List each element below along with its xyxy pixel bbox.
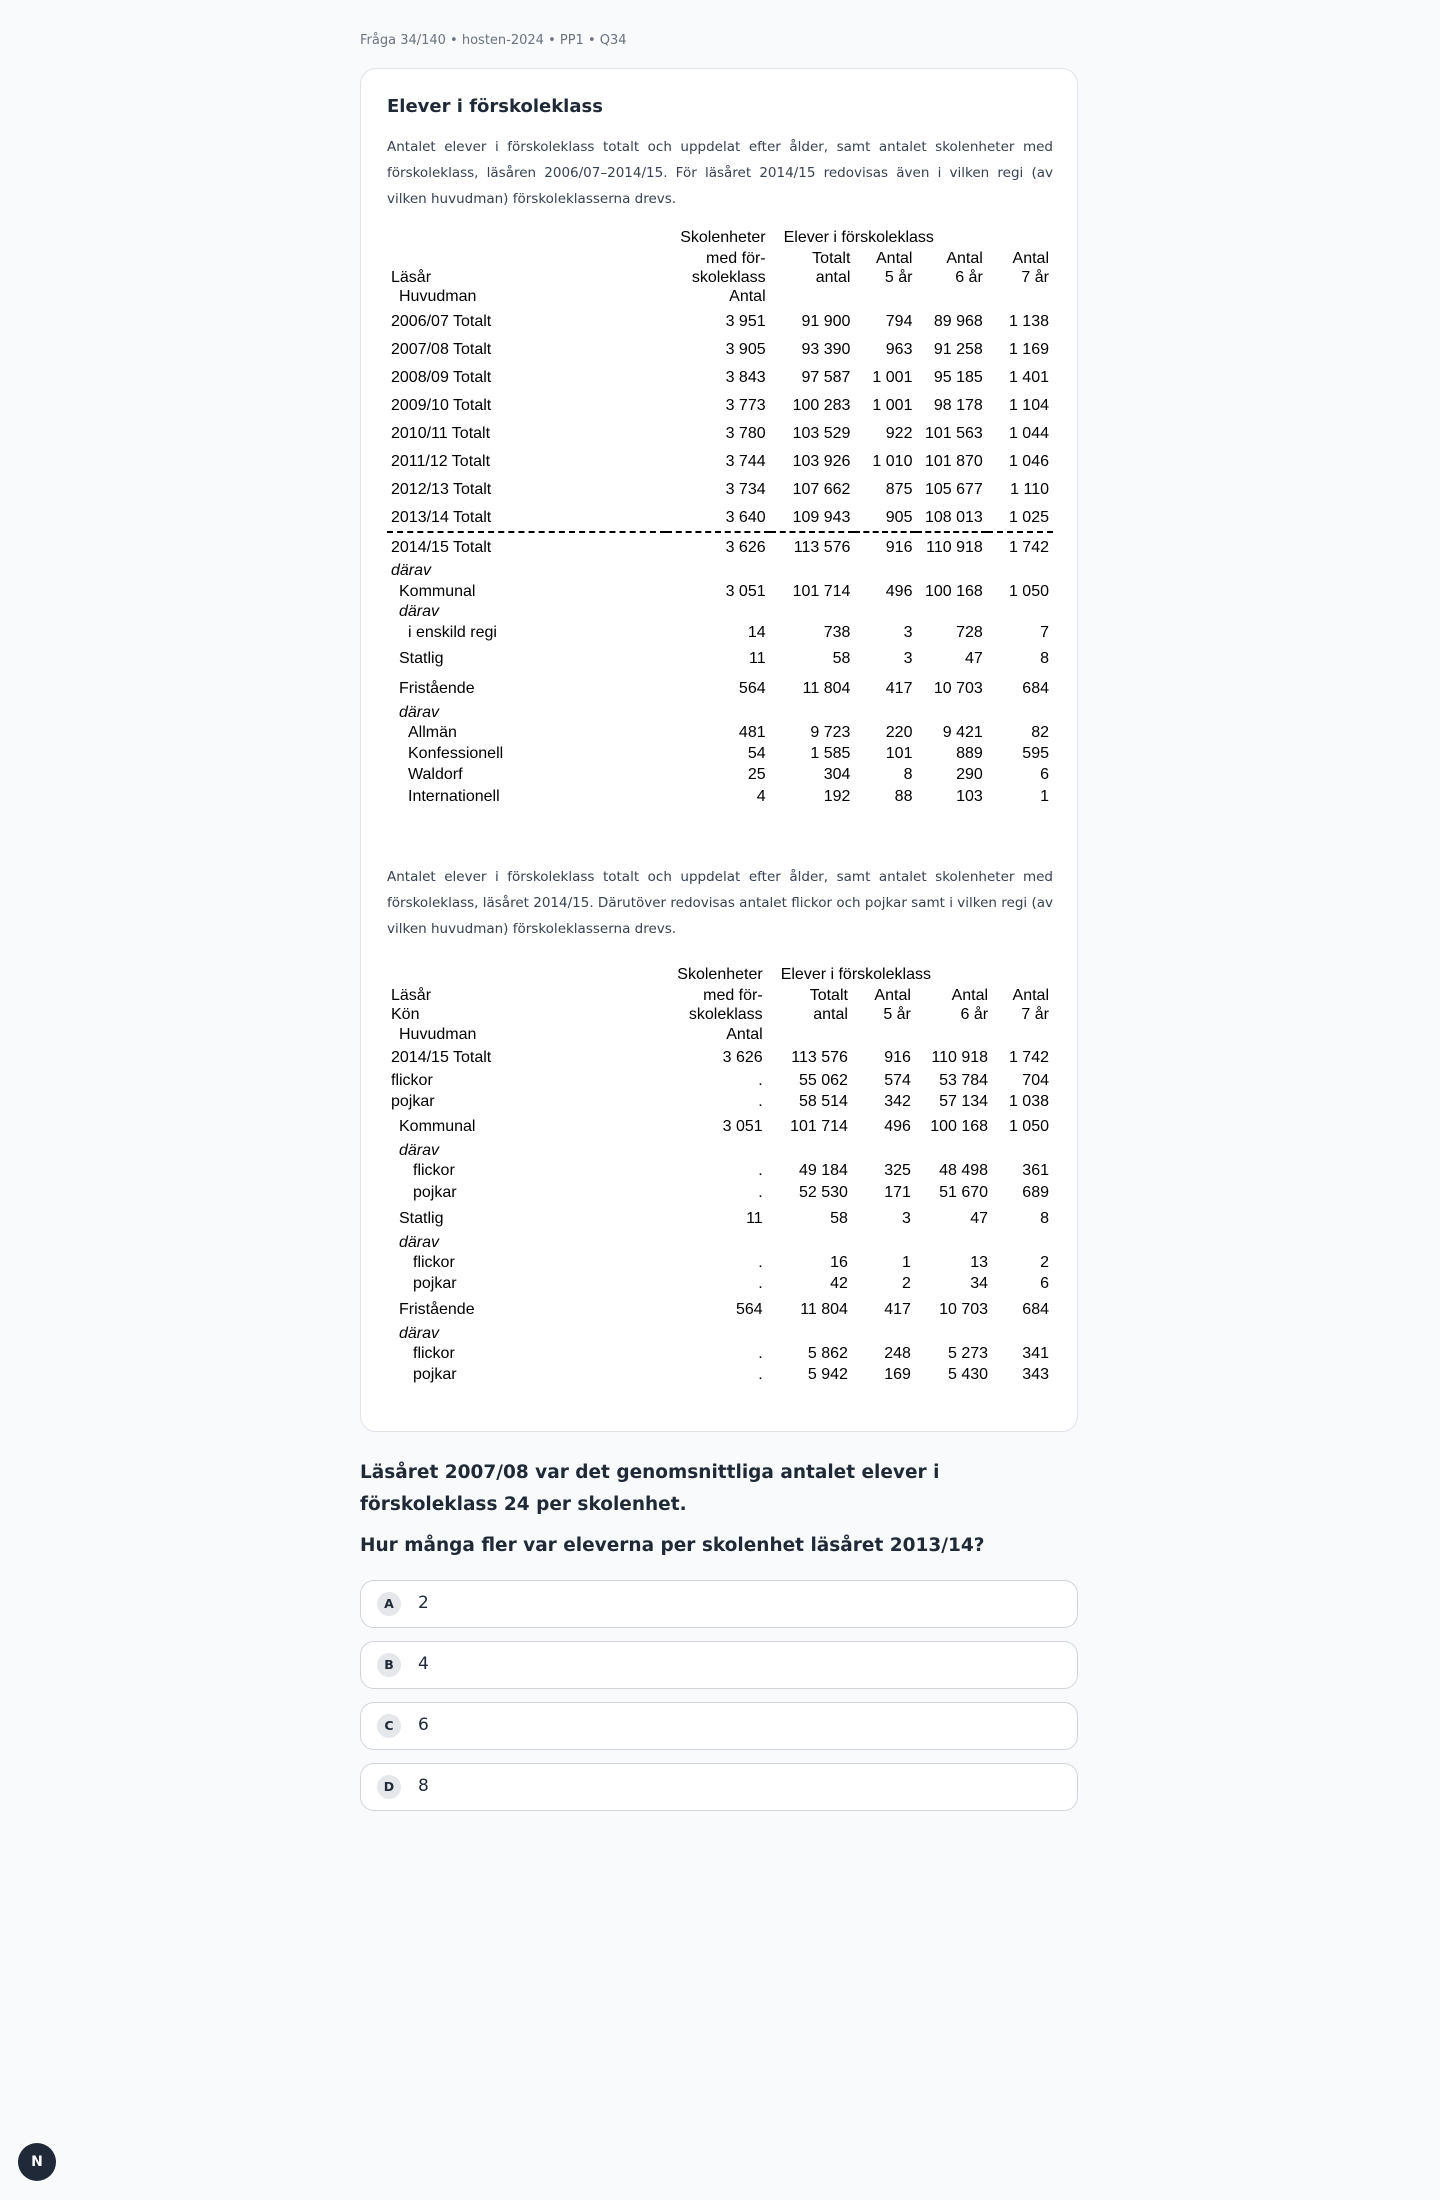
option-b[interactable]: [360, 1641, 1078, 1689]
card-title: Elever i förskoleklass: [387, 96, 603, 117]
table-row: pojkar . 5 942 169 5 430 343: [413, 1366, 1049, 1383]
option-letter-badge: C: [377, 1714, 401, 1738]
option-letter-badge: A: [377, 1592, 401, 1616]
t1-h-6-1: Antal: [946, 249, 983, 267]
table-row: Konfessionell 54 1 585 101 889 595: [408, 744, 1049, 762]
t2-h-huvudman: Huvudman: [399, 1025, 477, 1043]
question-prompt: Hur många fler var eleverna per skolenhet läsåret 2013/14?: [360, 1535, 985, 1556]
table-row: flickor . 55 062 574 53 784 704: [391, 1072, 1049, 1089]
t2-h-skol-3: skoleklass: [688, 1005, 763, 1023]
t2-h-5-2: 5 år: [883, 1005, 911, 1023]
table-row: Kommunal 3 051 101 714 496 100 168 1 050: [399, 582, 1049, 600]
t2-h-skol-2: med för-: [703, 986, 763, 1004]
table-row: Kommunal 3 051 101 714 496 100 168 1 050: [399, 1118, 1049, 1135]
table-row: därav: [391, 562, 432, 579]
table-row: 2006/07 Totalt 3 951 91 900 794 89 968 1 138: [391, 312, 1049, 330]
intro-text-1: Antalet elever i förskoleklass totalt och uppdelat efter ålder, samt antalet skolenheter med förskoleklass, läsåren 2006/07–2014/15. För läsåret 2014/15 redovisas även i vilken regi (av vilken huvudman) förskoleklasserna drevs.: [387, 139, 1053, 207]
t2-h-7-1: Antal: [1012, 986, 1049, 1004]
table-row: därav: [399, 704, 440, 721]
table-row: Waldorf 25 304 8 290 6: [408, 765, 1049, 783]
table-row: pojkar . 52 530 171 51 670 689: [413, 1184, 1049, 1201]
table-row: Internationell 4 192 88 103 1: [408, 787, 1049, 805]
table-row: därav: [399, 1234, 440, 1251]
table-row: Fristående 564 11 804 417 10 703 684: [399, 680, 1049, 697]
t2-h-6-2: 6 år: [960, 1005, 989, 1023]
t1-h-6-2: 6 år: [955, 268, 983, 286]
table-row: därav: [399, 1141, 440, 1159]
table-row: 2014/15 Totalt 3 626 113 576 916 110 918 1 742: [391, 538, 1049, 556]
table-row: 2013/14 Totalt 3 640 109 943 905 108 013 1 025: [387, 504, 1053, 532]
table-row: i enskild regi 14 738 3 728 7: [408, 623, 1049, 641]
t1-h-skol-2: med för-: [706, 249, 766, 267]
table-row: 2009/10 Totalt 3 773 100 283 1 001 98 178 1 104: [391, 397, 1049, 414]
stimulus-card: [360, 68, 1078, 1432]
table-row: därav: [399, 1325, 440, 1342]
table-row: 2011/12 Totalt 3 744 103 926 1 010 101 870 1 046: [391, 453, 1049, 470]
option-a[interactable]: [360, 1580, 1078, 1628]
table-1: [387, 227, 1053, 808]
t1-h-tot-2: antal: [815, 268, 851, 286]
t2-h-6-1: Antal: [951, 986, 989, 1004]
t2-h-tot-2: antal: [813, 1005, 848, 1023]
t1-h-skol-3: skoleklass: [691, 268, 766, 286]
t2-h-skol-1: Skolenheter: [677, 966, 763, 983]
table-row: 2007/08 Totalt 3 905 93 390 963 91 258 1 169: [391, 341, 1049, 358]
table-row: 2014/15 Totalt 3 626 113 576 916 110 918 1 742: [391, 1049, 1049, 1066]
table-row: Statlig 11 58 3 47 8: [399, 650, 1049, 667]
intro-text-2: Antalet elever i förskoleklass totalt och uppdelat efter ålder, samt antalet skolenheter med förskoleklass, läsåret 2014/15. Därutöver redovisas antalet flickor och pojkar samt i vilken regi (av vilken huvudman) förskoleklasserna drevs.: [387, 869, 1053, 937]
table-row: 2010/11 Totalt 3 780 103 529 922 101 563 1 044: [391, 425, 1049, 442]
t2-h-elever: Elever i förskoleklass: [780, 966, 931, 983]
t1-h-skol-1: Skolenheter: [680, 229, 766, 246]
t2-h-kon: Kön: [391, 1005, 420, 1023]
t1-h-tot-1: Totalt: [812, 249, 851, 267]
option-letter-badge: D: [377, 1775, 401, 1799]
table-row: Fristående 564 11 804 417 10 703 684: [399, 1301, 1049, 1318]
question-meta: Fråga 34/140 • hosten-2024 • PP1 • Q34: [360, 33, 627, 48]
table-row: Statlig 11 58 3 47 8: [399, 1210, 1049, 1227]
table-row: pojkar . 42 2 34 6: [413, 1275, 1049, 1292]
table-row: flickor . 5 862 248 5 273 341: [413, 1344, 1049, 1362]
table-row: 2012/13 Totalt 3 734 107 662 875 105 677 1 110: [391, 481, 1049, 498]
t2-h-tot-1: Totalt: [809, 986, 848, 1004]
option-value: 6: [418, 1715, 429, 1735]
table-2: [387, 964, 1053, 1386]
option-value: 4: [418, 1654, 429, 1674]
table-row: Allmän 481 9 723 220 9 421 82: [408, 723, 1049, 741]
table-row: 2008/09 Totalt 3 843 97 587 1 001 95 185 1 401: [391, 369, 1049, 386]
table-row: flickor . 16 1 13 2: [413, 1253, 1049, 1271]
table-row: pojkar . 58 514 342 57 134 1 038: [391, 1093, 1049, 1110]
option-letter-badge: B: [377, 1653, 401, 1677]
t1-h-5-1: Antal: [876, 249, 913, 267]
t1-h-5-2: 5 år: [884, 268, 913, 286]
t1-h-lasar: Läsår: [391, 268, 432, 286]
t1-h-skol-4: Antal: [729, 288, 766, 305]
option-value: 8: [418, 1776, 429, 1796]
t1-h-huvudman: Huvudman: [399, 288, 477, 305]
app-logo-button[interactable]: N: [18, 2143, 56, 2181]
table-row: flickor . 49 184 325 48 498 361: [413, 1162, 1049, 1179]
option-d[interactable]: [360, 1763, 1078, 1811]
t1-h-7-2: 7 år: [1021, 268, 1049, 286]
t1-h-elever: Elever i förskoleklass: [783, 229, 934, 246]
question-context: Läsåret 2007/08 var det genomsnittliga antalet elever i förskoleklass 24 per skolenhet.: [360, 1462, 940, 1515]
t2-h-lasar: Läsår: [391, 986, 432, 1004]
t1-h-7-1: Antal: [1012, 249, 1049, 267]
table-row: därav: [399, 603, 440, 620]
option-value: 2: [418, 1593, 429, 1613]
t2-h-skol-4: Antal: [726, 1025, 763, 1043]
option-c[interactable]: [360, 1702, 1078, 1750]
t2-h-7-2: 7 år: [1021, 1005, 1049, 1023]
t2-h-5-1: Antal: [874, 986, 911, 1004]
